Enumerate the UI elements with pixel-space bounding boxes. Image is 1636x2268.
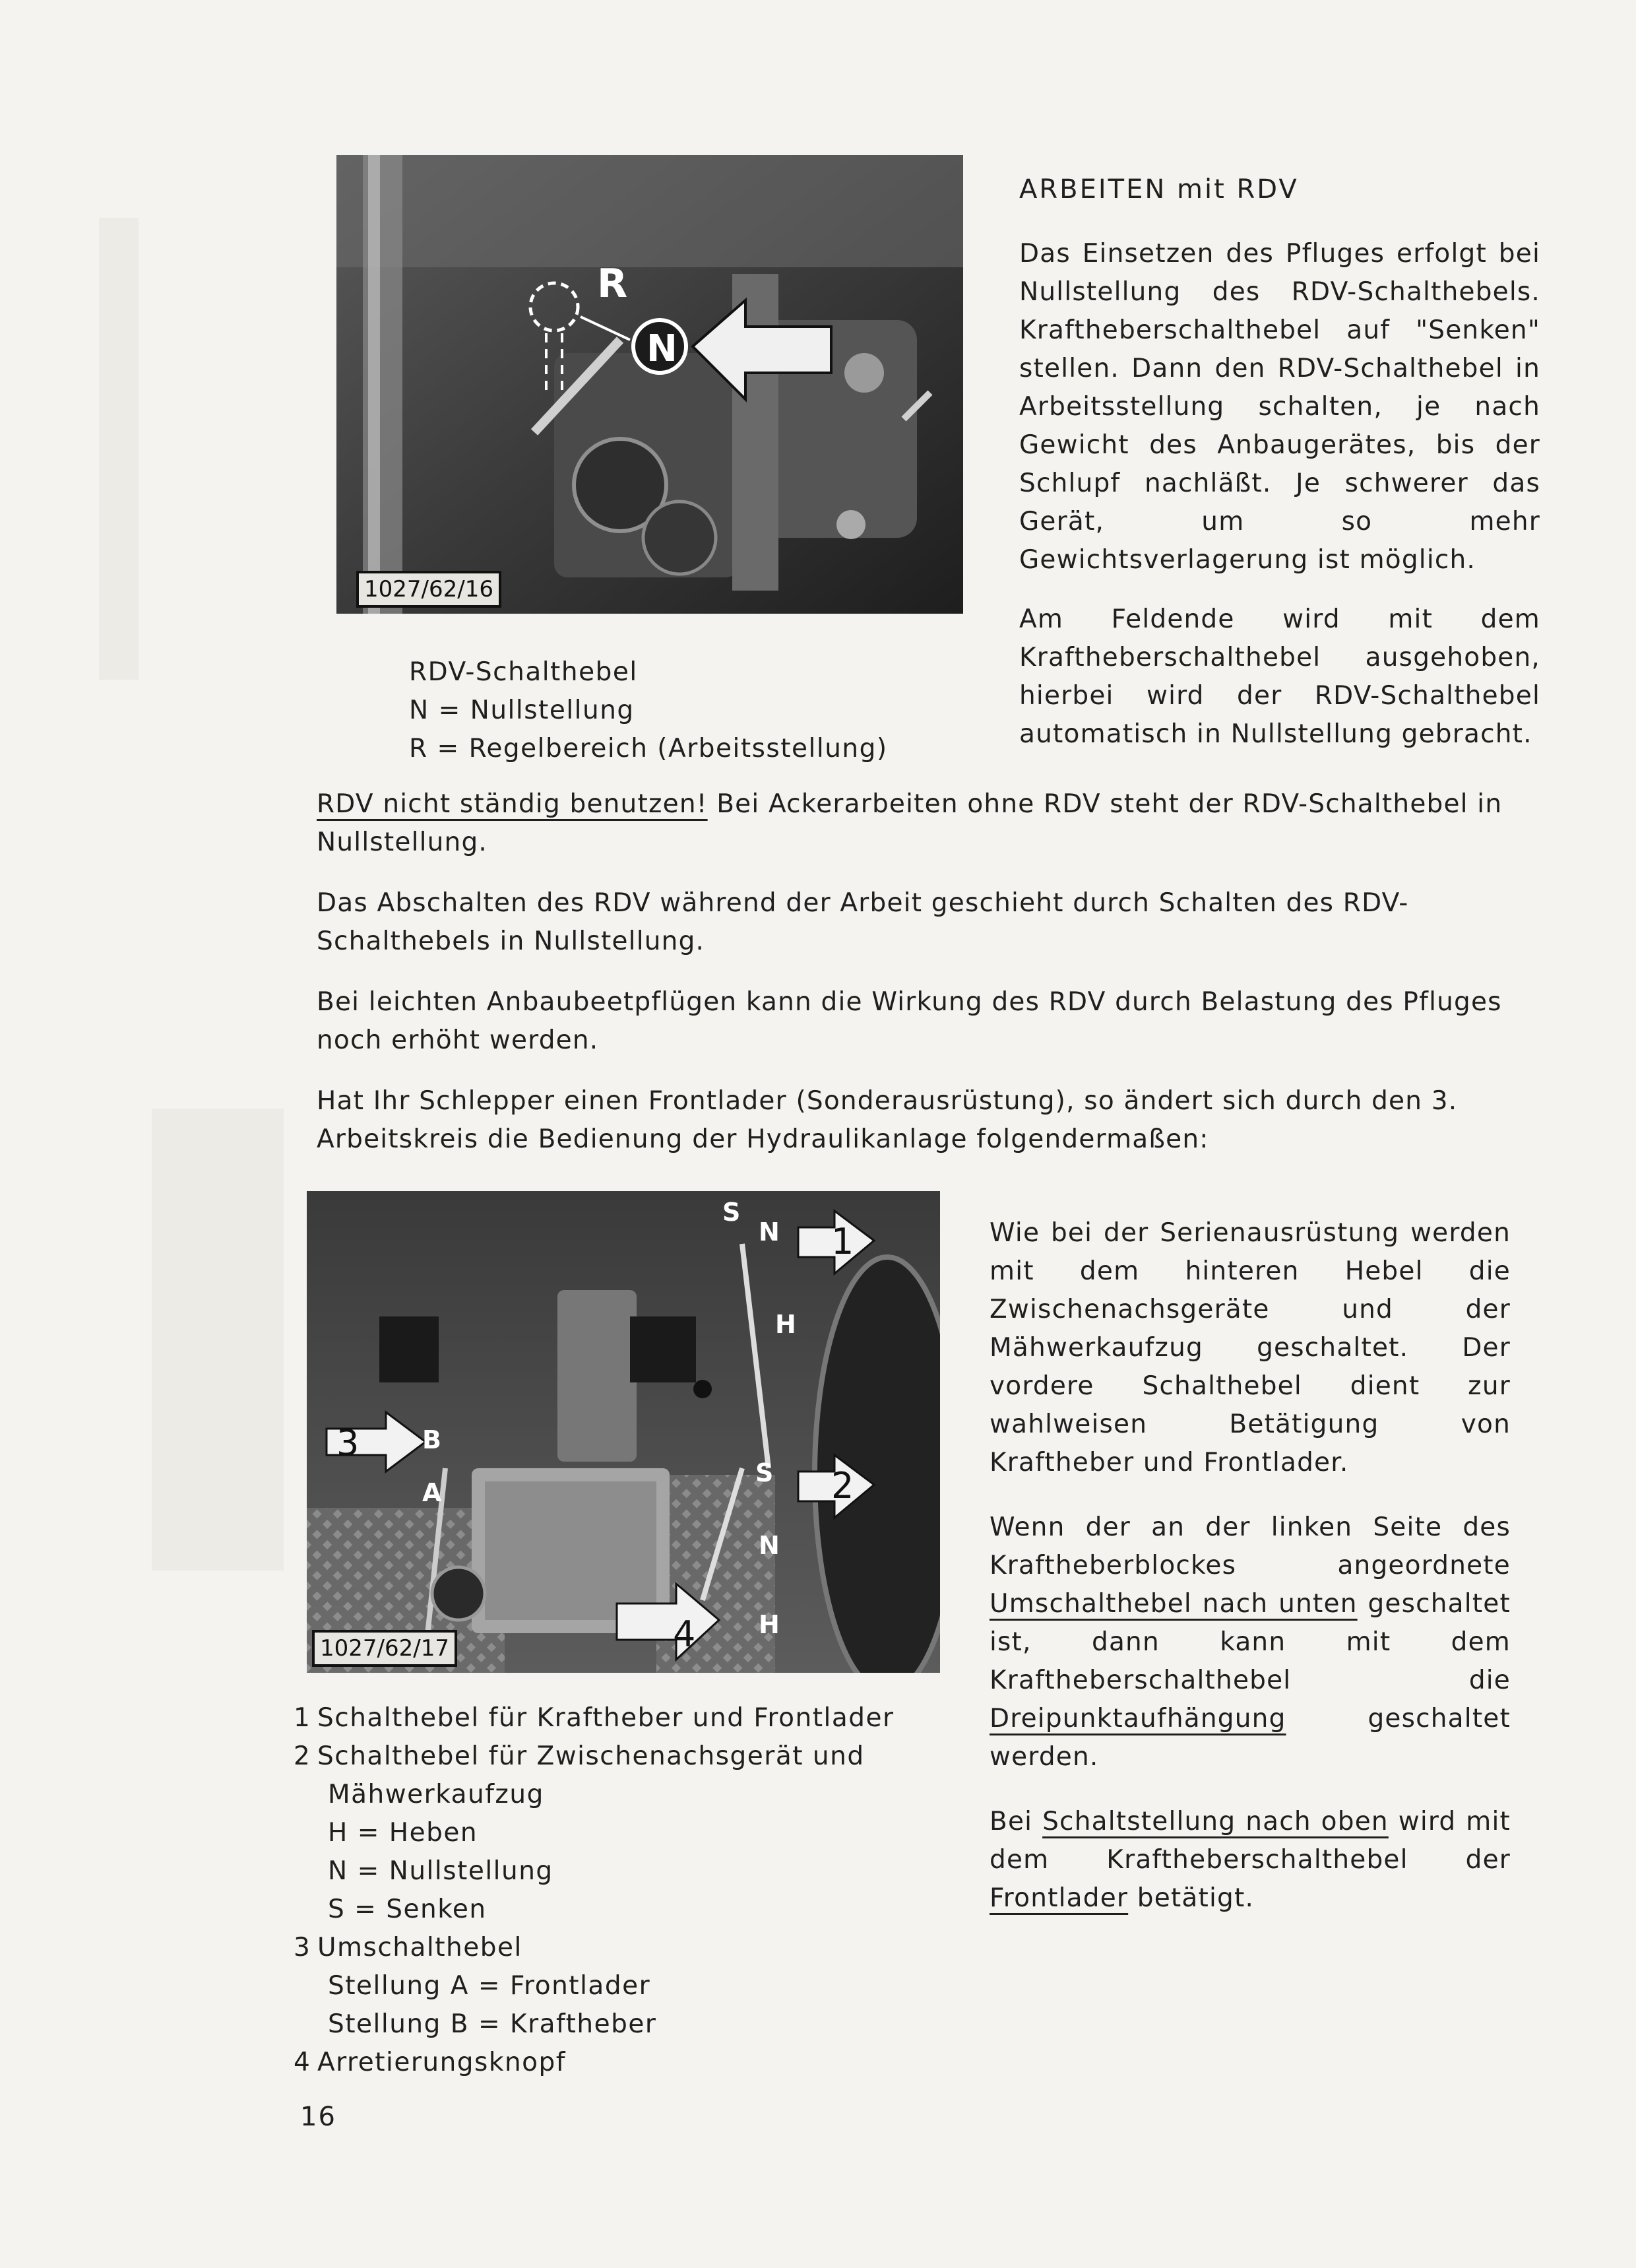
photo1-id: 1027/62/16 [356, 571, 501, 608]
photo-rdv-illustration [336, 155, 963, 614]
frontloader-p2-u2: Dreipunktaufhängung [990, 1704, 1286, 1733]
legend-item-3-b: Stellung B = Kraftheber [328, 2009, 657, 2039]
photo2-label-s-mid: S [755, 1458, 774, 1487]
photo-frontloader-illustration [307, 1191, 940, 1673]
photo2-id: 1027/62/17 [312, 1630, 457, 1667]
section-paragraph-2: Am Feldende wird mit dem Kraftheberschalthebel ausgehoben, hierbei wird der RDV-Schalthebel automatisch in Nullstellung gebracht. [1019, 604, 1540, 749]
frontloader-p3-u2: Frontlader [990, 1883, 1129, 1913]
legend-item-3-num: 3 [294, 1933, 311, 1962]
legend-item-3-text: Umschalthebel [317, 1933, 522, 1962]
legend-item-1-text: Schalthebel für Kraftheber und Frontlader [317, 1703, 895, 1733]
body-paragraph-1-rest: Bei Ackerarbeiten ohne RDV steht der RDV-Schalthebel in Nullstellung. [317, 789, 1503, 857]
photo2-label-h-top: H [775, 1310, 796, 1339]
frontloader-paragraph-3 [990, 1803, 1511, 1918]
legend-item-3-a: Stellung A = Frontlader [328, 1971, 651, 2001]
legend-item-1-num: 1 [294, 1703, 311, 1733]
photo2-label-2: 2 [831, 1465, 854, 1507]
legend-item-2 [294, 1737, 895, 1776]
legend-item-4-text: Arretierungsknopf [317, 2048, 567, 2077]
legend-item-1 [294, 1699, 895, 1737]
body-text [317, 785, 1524, 1159]
frontloader-p2-c: geschaltet werden. [990, 1704, 1511, 1772]
page-number: 16 [300, 2102, 336, 2132]
legend-item-2-h: H = Heben [328, 1818, 478, 1848]
caption1-n: N = Nullstellung [409, 696, 635, 725]
legend-item-4 [294, 2044, 895, 2082]
frontloader-p3-b: wird mit dem Kraftheberschalthebel der [990, 1807, 1511, 1875]
legend-item-2-s: S = Senken [328, 1895, 487, 1924]
body-paragraph-2: Das Abschalten des RDV während der Arbeit geschieht durch Schalten des RDV-Schalthebels in Nullstellung. [317, 888, 1409, 956]
rdv-section [1019, 170, 1540, 754]
legend-item-3 [294, 1929, 895, 1967]
legend-item-2-num: 2 [294, 1741, 311, 1771]
body-paragraph-4: Hat Ihr Schlepper einen Frontlader (Sonderausrüstung), so ändert sich durch den 3. Arbeitskreis die Bedienung der Hydraulikanlage folgendermaßen: [317, 1086, 1458, 1154]
photo-rdv-lever [336, 155, 963, 614]
legend-item-2-cont: Mähwerkaufzug [328, 1780, 544, 1809]
photo1-label-n: N [646, 327, 677, 370]
photo2-label-b: B [422, 1425, 441, 1454]
section-paragraph-1: Das Einsetzen des Pfluges erfolgt bei Nullstellung des RDV-Schalthebels. Kraftheberschalthebel auf "Senken" stellen. Dann den RDV-Schalthebel in Arbeitsstellung schalten, je nach Gewicht des Anbaugerätes, bis der Schlupf nachläßt. Je schwerer das Gerät, um so mehr Gewichtsverlagerung ist möglich. [1019, 239, 1540, 575]
body-paragraph-3: Bei leichten Anbaubeetpflügen kann die Wirkung des RDV durch Belastung des Pfluges noch erhöht werden. [317, 987, 1502, 1055]
caption1-title: RDV-Schalthebel [409, 657, 638, 687]
frontloader-paragraph-2 [990, 1508, 1511, 1776]
photo2-label-n-top: N [759, 1217, 780, 1247]
photo2-label-4: 4 [673, 1613, 696, 1655]
legend-item-4-num: 4 [294, 2048, 311, 2077]
legend-item-2-n: N = Nullstellung [328, 1856, 553, 1886]
frontloader-text [990, 1214, 1511, 1918]
caption1-r: R = Regelbereich (Arbeitsstellung) [409, 734, 888, 763]
frontloader-p3-a: Bei [990, 1807, 1043, 1836]
photo1-label-r: R [597, 261, 628, 307]
bleed-through-left-lower [152, 1109, 284, 1571]
photo2-label-3: 3 [336, 1422, 360, 1464]
photo2-legend [294, 1699, 895, 2082]
photo-frontloader-levers [307, 1191, 940, 1673]
frontloader-paragraph-1: Wie bei der Serienausrüstung werden mit dem hinteren Hebel die Zwischenachsgeräte und der Mähwerkaufzug geschaltet. Der vordere Schalthebel dient zur wahlweisen Betätigung von Kraftheber und Frontlader. [990, 1218, 1511, 1477]
photo2-label-n-mid: N [759, 1531, 780, 1560]
photo2-label-h-bot: H [759, 1610, 780, 1639]
frontloader-p2-u1: Umschalthebel nach unten [990, 1589, 1358, 1619]
section-heading: ARBEITEN mit RDV [1019, 174, 1299, 205]
body-warning: RDV nicht ständig benutzen! [317, 789, 708, 819]
photo1-caption [409, 653, 888, 768]
frontloader-p3-c: betätigt. [1128, 1883, 1255, 1913]
photo2-label-a: A [422, 1478, 442, 1507]
photo2-label-1: 1 [831, 1221, 854, 1262]
legend-item-2-text: Schalthebel für Zwischenachsgerät und [317, 1741, 865, 1771]
body-paragraph-1 [317, 785, 1524, 862]
frontloader-p2-a: Wenn der an der linken Seite des Kraftheberblockes angeordnete [990, 1512, 1511, 1580]
frontloader-p2-b: geschaltet ist, dann kann mit dem Kraftheberschalthebel die [990, 1589, 1511, 1695]
bleed-through-left [99, 218, 139, 680]
frontloader-p3-u1: Schaltstellung nach oben [1042, 1807, 1389, 1836]
photo2-label-s-top: S [722, 1198, 741, 1227]
